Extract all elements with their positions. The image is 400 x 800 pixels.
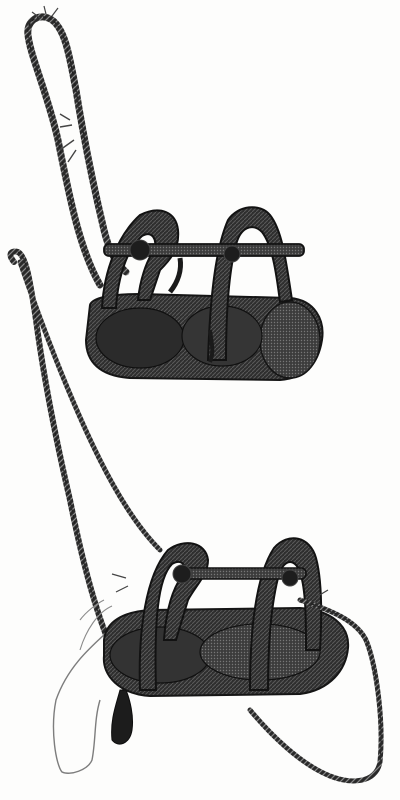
upper-object — [28, 6, 323, 380]
